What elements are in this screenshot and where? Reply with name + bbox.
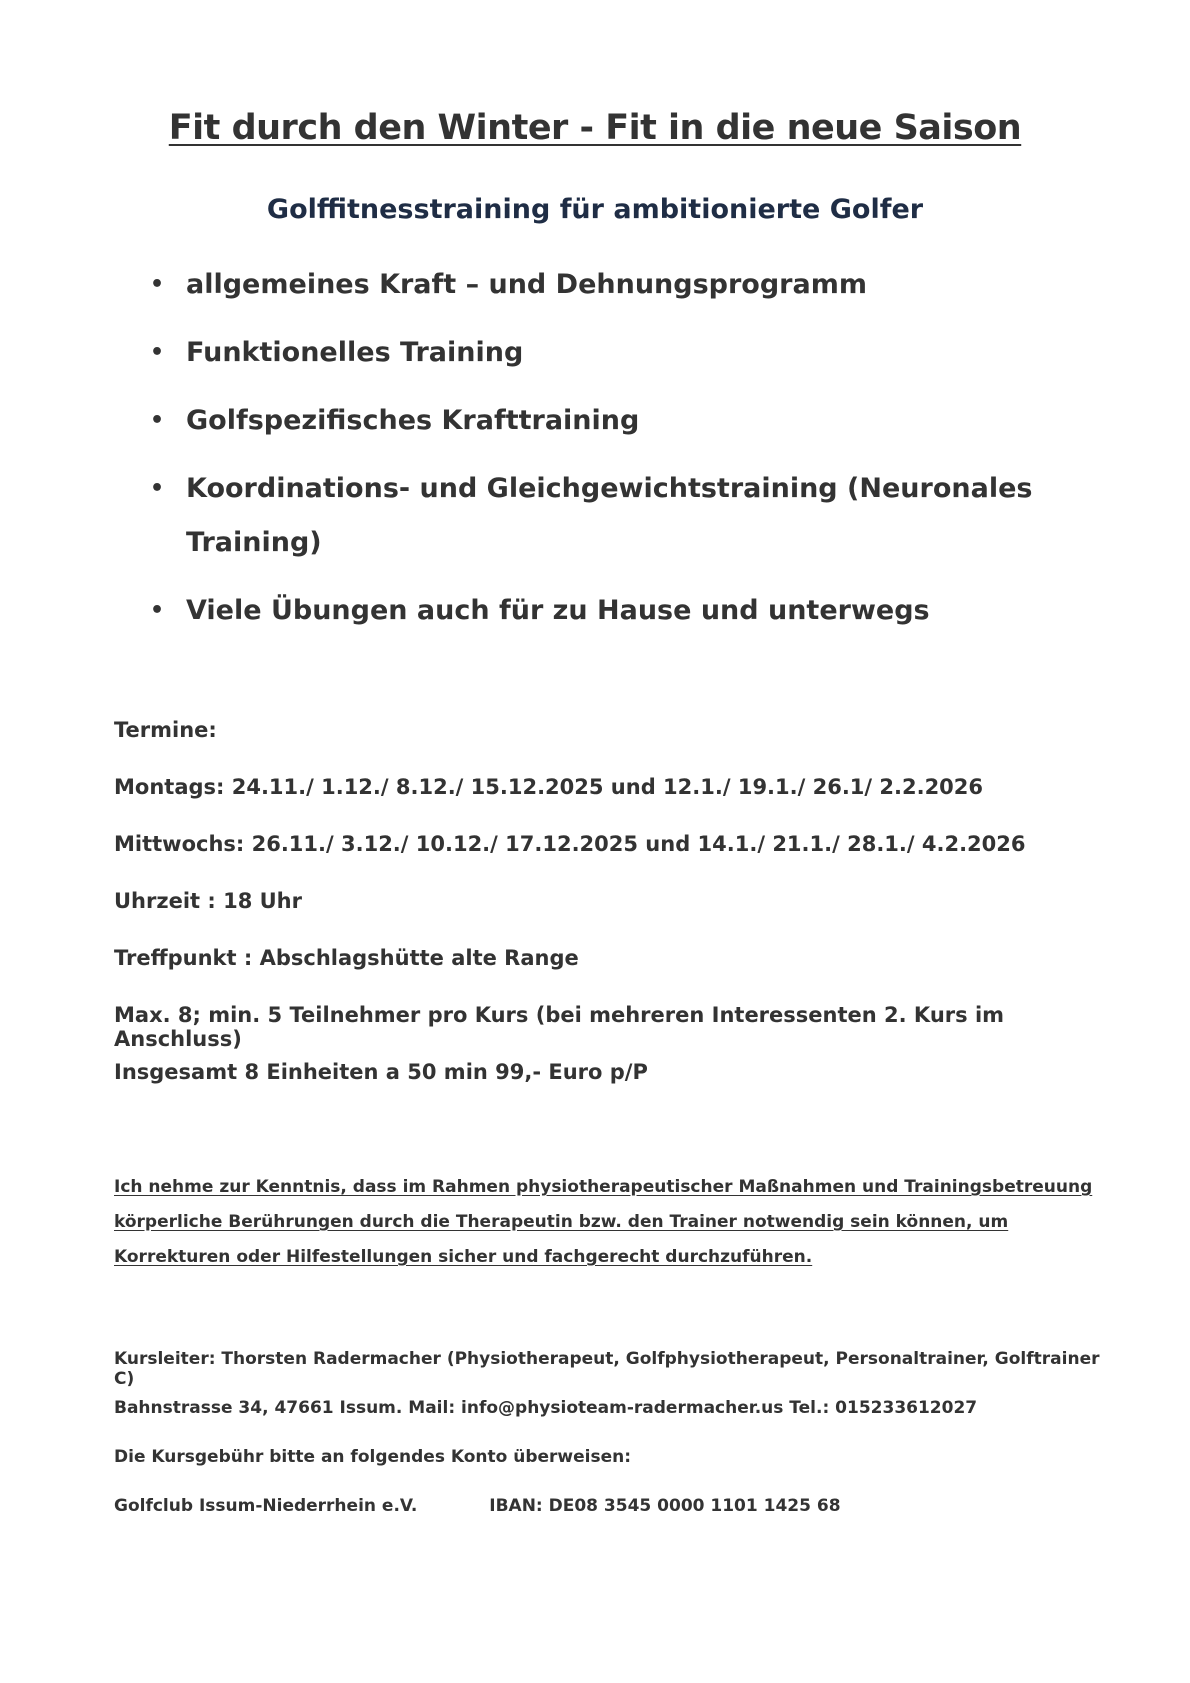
list-item <box>150 394 1050 448</box>
bullet-icon: • <box>150 476 165 501</box>
page-title: Fit durch den Winter - Fit in die neue Saison <box>168 108 1022 148</box>
treffpunkt: Treffpunkt : Abschlagshütte alte Range <box>114 946 579 970</box>
mittwochs-dates: Mittwochs: 26.11./ 3.12./ 10.12./ 17.12.2025 und 14.1./ 21.1./ 28.1./ 4.2.2026 <box>114 832 1026 856</box>
consent-notice: Ich nehme zur Kenntnis, dass im Rahmen physiotherapeutischer Maßnahmen und Trainingsbetreuung körperliche Berührungen durch die Therapeutin bzw. den Trainer notwendig sein können, um Korrekturen oder Hilfestellungen sicher und fachgerecht durchzuführen. <box>114 1177 1093 1267</box>
uhrzeit: Uhrzeit : 18 Uhr <box>114 889 302 913</box>
list-item-text: Golfspezifisches Krafttraining <box>186 405 640 436</box>
bullet-icon: • <box>150 598 165 623</box>
list-item-text: Koordinations- und Gleichgewichtstraining (Neuronales Training) <box>186 473 1033 558</box>
kursleiter: Kursleiter: Thorsten Radermacher (Physiotherapeut, Golfphysiotherapeut, Personaltrainer, Golftrainer C) <box>114 1349 1100 1389</box>
page-subtitle: Golffitnesstraining für ambitionierte Golfer <box>266 194 924 225</box>
bullet-icon: • <box>150 340 165 365</box>
adresse-kontakt: Bahnstrasse 34, 47661 Issum. Mail: info@physioteam-radermacher.us Tel.: 015233612027 <box>114 1398 978 1418</box>
list-item <box>150 326 1050 380</box>
einheiten-preis: Insgesamt 8 Einheiten a 50 min 99,- Euro p/P <box>114 1060 648 1084</box>
program-list <box>150 258 1050 652</box>
list-item-text: Funktionelles Training <box>186 337 524 368</box>
montags-dates: Montags: 24.11./ 1.12./ 8.12./ 15.12.2025 und 12.1./ 19.1./ 26.1/ 2.2.2026 <box>114 775 984 799</box>
iban: IBAN: DE08 3545 0000 1101 1425 68 <box>489 1496 841 1516</box>
list-item <box>150 462 1050 570</box>
bank-name: Golfclub Issum-Niederrhein e.V. <box>114 1496 418 1516</box>
list-item <box>150 584 1050 638</box>
list-item <box>150 258 1050 312</box>
list-item-text: allgemeines Kraft – und Dehnungsprogramm <box>186 269 867 300</box>
termine-label: Termine: <box>114 718 217 742</box>
bank-details <box>114 1496 1114 1516</box>
kursgebuehr-hinweis: Die Kursgebühr bitte an folgendes Konto überweisen: <box>114 1447 632 1467</box>
teilnehmer: Max. 8; min. 5 Teilnehmer pro Kurs (bei mehreren Interessenten 2. Kurs im Anschluss) <box>114 1003 1005 1051</box>
bullet-icon: • <box>150 408 165 433</box>
list-item-text: Viele Übungen auch für zu Hause und unterwegs <box>186 595 930 626</box>
bullet-icon: • <box>150 272 165 297</box>
